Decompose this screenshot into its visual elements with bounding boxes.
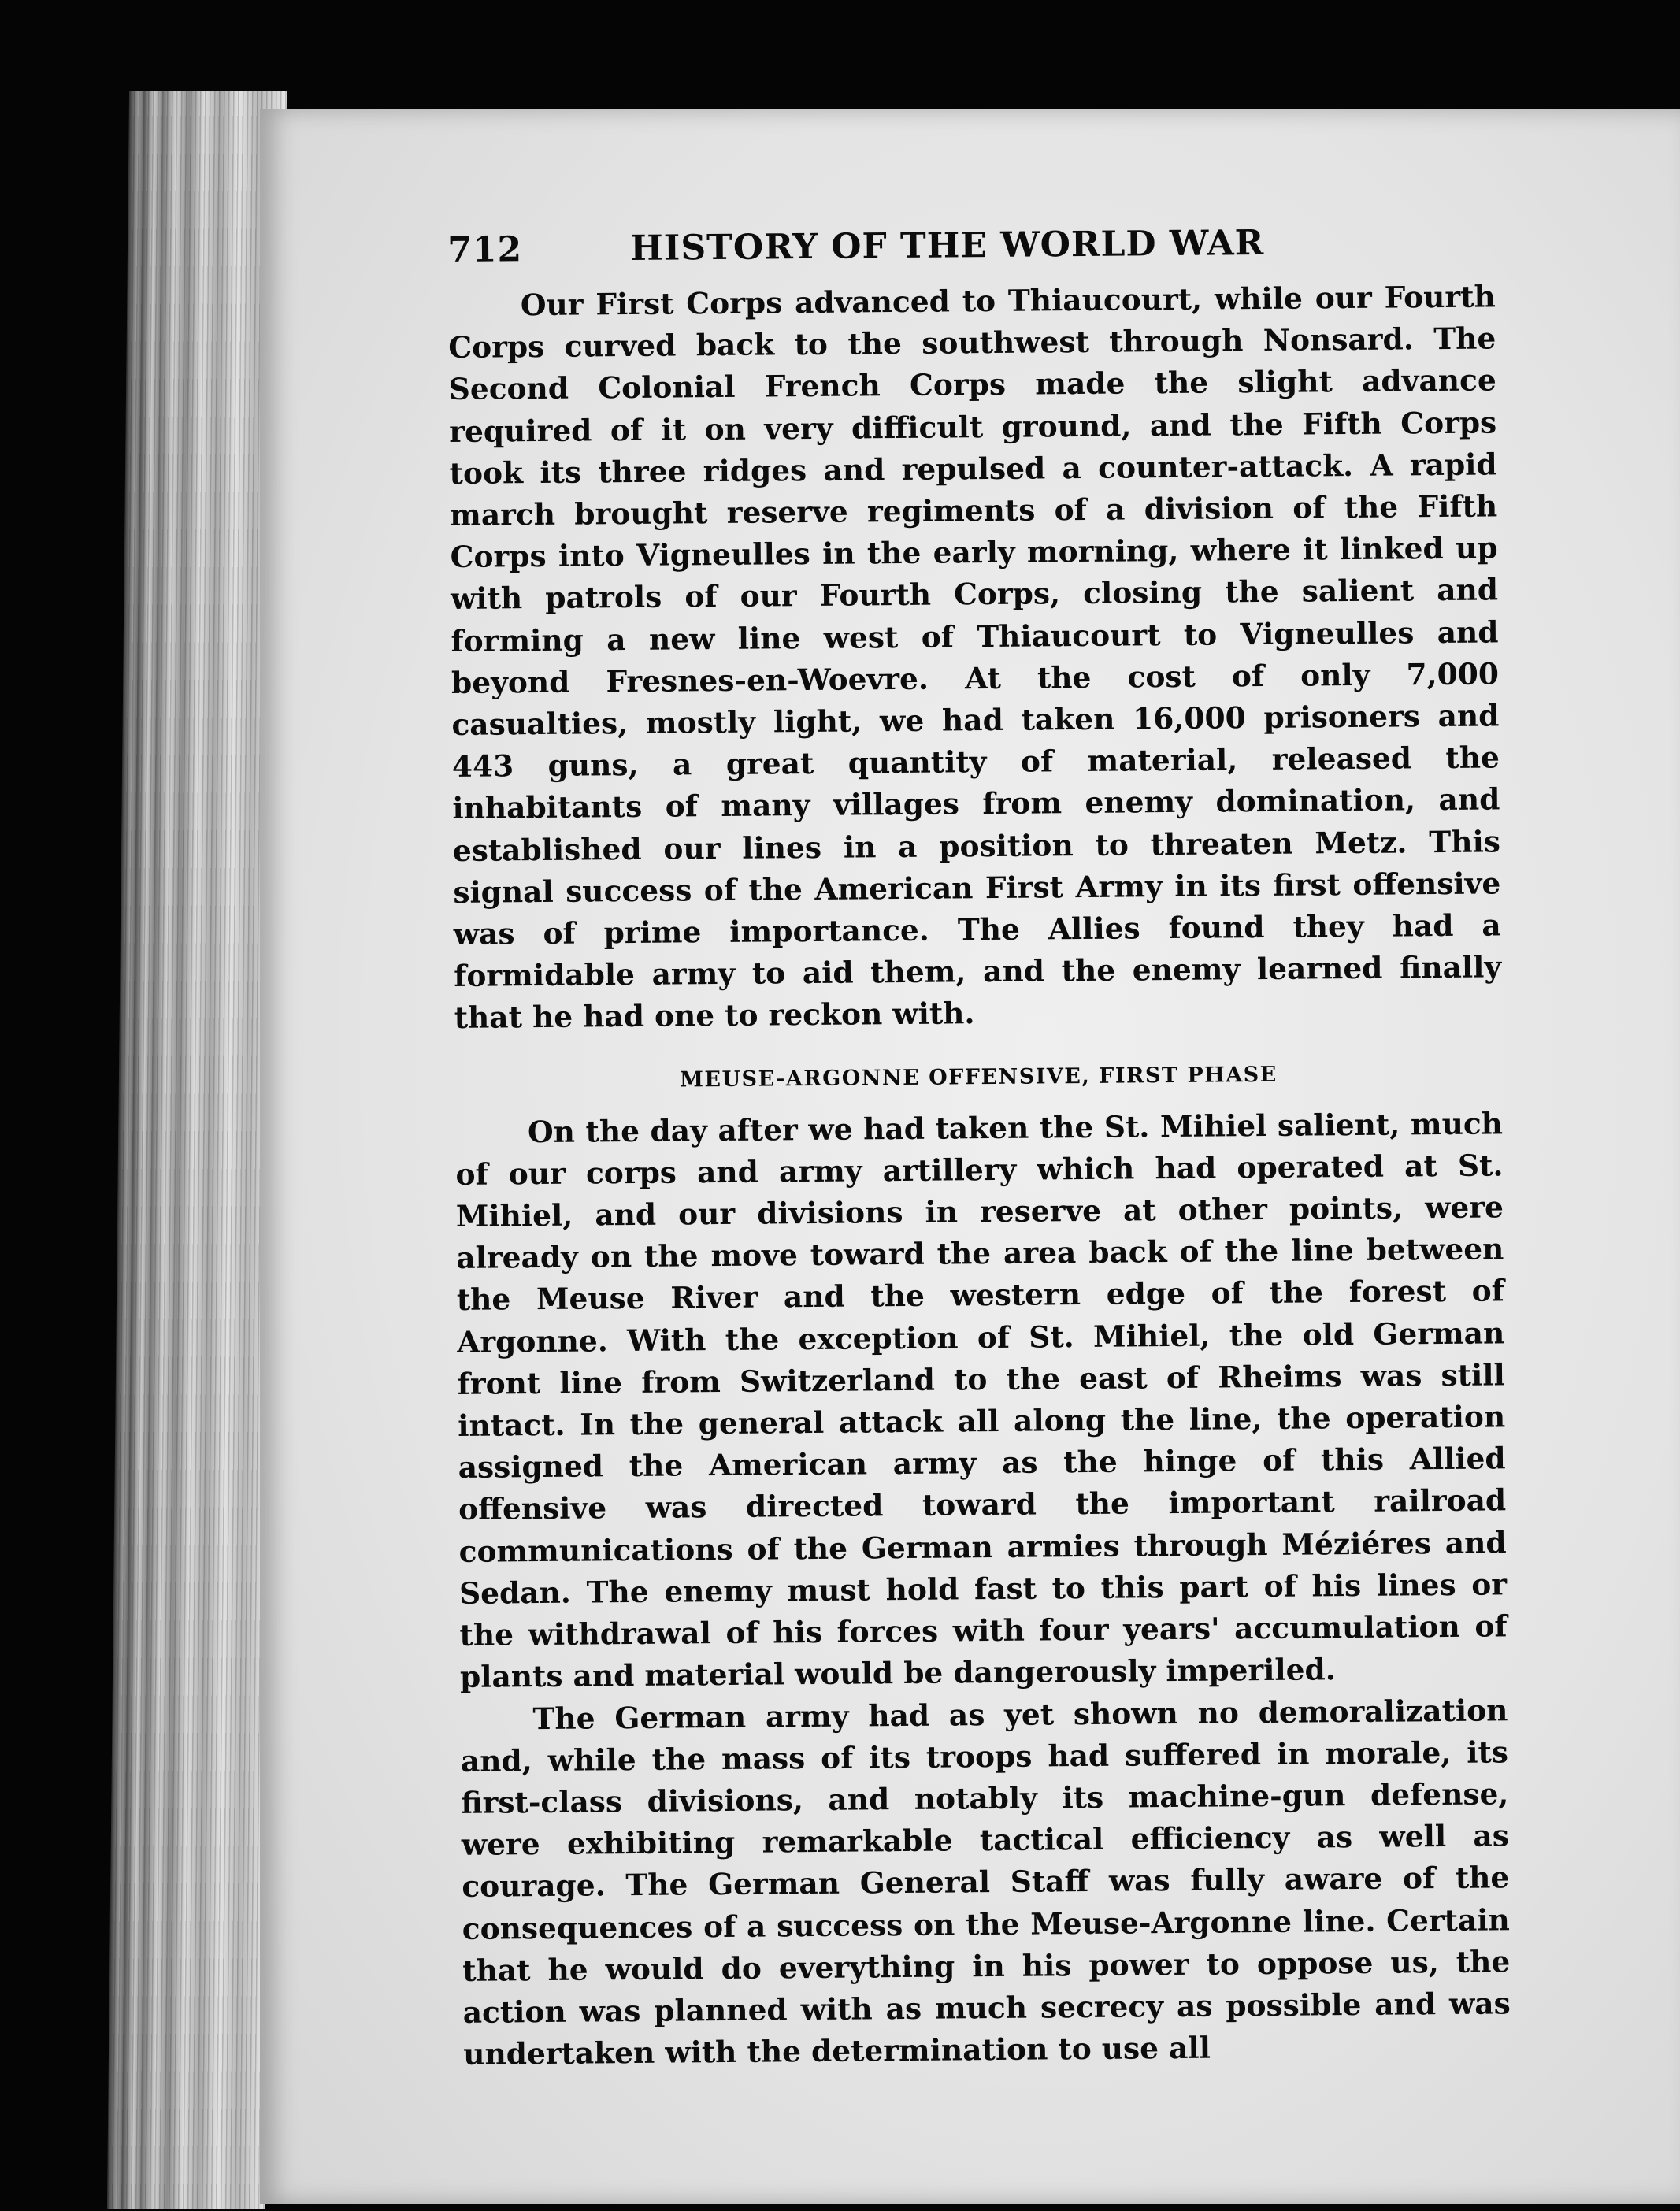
page-text-block <box>447 221 1511 2076</box>
paragraph-3: The German army had as yet shown no demoralization and, while the mass of its troops had suffered in morale, its first-class divisions, and notably its machine-gun defense, were exhibiting remarkable tactical efficiency as well as courage. The German General Staff was fully aware of the consequences of a success on the Meuse-Argonne line. Certain that he would do everything in his power to oppose us, the action was planned with as much secrecy as possible and was undertaken with the determination to use all <box>460 1692 1511 2072</box>
section-heading: MEUSE-ARGONNE OFFENSIVE, FIRST PHASE <box>679 1062 1278 1093</box>
paragraph-2: On the day after we had taken the St. Mihiel salient, much of our corps and army artillery which had operated at St. Mihiel, and our divisions in reserve at other points, were already on the move toward the area back of the line between the Meuse River and the western edge of the forest of Argonne. With the exception of St. Mihiel, the old German front line from Switzerland to the east of Rheims was still intact. In the general attack all along the line, the operation assigned the American army as the hinge of this Allied offensive was directed toward the important railroad communications of the German armies through Méziéres and Sedan. The enemy must hold fast to this part of his lines or the withdrawal of his forces with four years' accumulation of plants and material would be dangerously imperiled. <box>455 1106 1508 1695</box>
paragraph-1: Our First Corps advanced to Thiaucourt, while our Fourth Corps curved back to the southwest through Nonsard. The Second Colonial French Corps made the slight advance required of it on very difficult ground, and the Fifth Corps took its three ridges and repulsed a counter-attack. A rapid march brought reserve regiments of a division of the Fifth Corps into Vigneulles in the early morning, where it linked up with patrols of our Fourth Corps, closing the salient and forming a new line west of Thiaucourt to Vigneulles and beyond Fresnes-en-Woevre. At the cost of only 7,000 casualties, mostly light, we had taken 16,000 prisoners and 443 guns, a great quantity of material, released the inhabitants of many villages from enemy domination, and established our lines in a position to threaten Metz. This signal success of the American First Army in its first offensive was of prime importance. The Allies found they had a formidable army to aid them, and the enemy learned finally that he had one to reckon with. <box>448 279 1502 1036</box>
body-text <box>448 276 1511 2076</box>
running-head <box>447 221 1496 285</box>
book-title: HISTORY OF THE WORLD WAR <box>629 222 1265 269</box>
page-number: 712 <box>447 229 523 270</box>
